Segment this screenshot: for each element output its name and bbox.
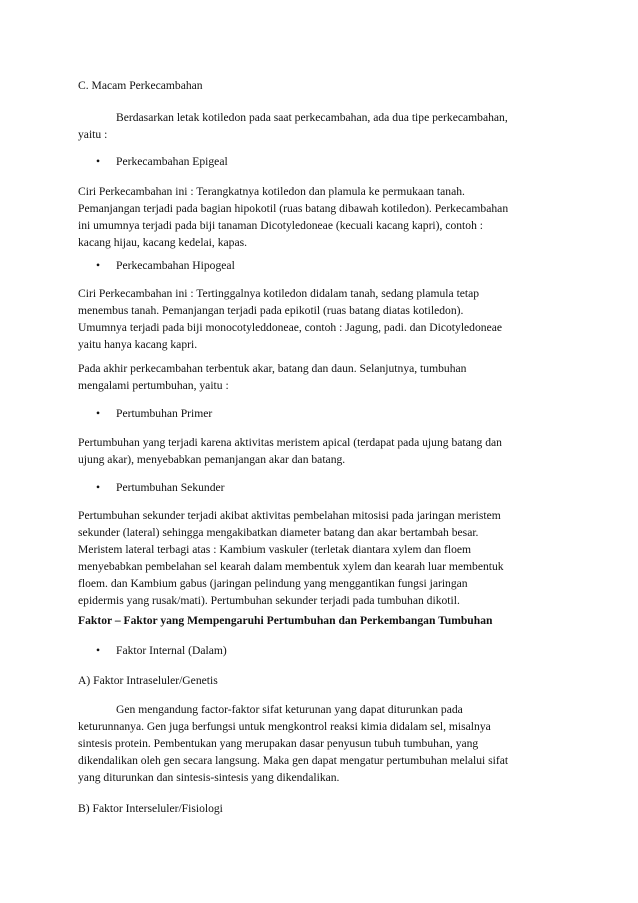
section-heading-c: C. Macam Perkecambahan bbox=[78, 79, 203, 92]
akhir-paragraph: Pada akhir perkecambahan terbentuk akar, batang dan daun. Selanjutnya, tumbuhan mengalami pertumbuhan, yaitu : bbox=[78, 362, 467, 392]
bullet-internal: • Faktor Internal (Dalam) bbox=[96, 644, 227, 657]
bullet-sekunder: • Pertumbuhan Sekunder bbox=[96, 481, 225, 494]
intro-paragraph: Berdasarkan letak kotiledon pada saat perkecambahan, ada dua tipe perkecambahan, yaitu : bbox=[78, 111, 508, 141]
bullet-hipogeal: • Perkecambahan Hipogeal bbox=[96, 259, 235, 272]
bullet-epigeal: • Perkecambahan Epigeal bbox=[96, 155, 228, 168]
bullet-dot-icon: • bbox=[96, 481, 101, 494]
hipogeal-paragraph: Ciri Perkecambahan ini : Tertinggalnya kotiledon didalam tanah, sedang plamula tetap menembus tanah. Pemanjangan terjadi pada epikotil (ruas batang diatas kotiledon). Umumnya terjadi pada biji monocotyleddoneae, contoh : Jagung, padi. dan Dicotyledoneae yaitu hanya kacang kapri. bbox=[78, 287, 503, 351]
genetis-paragraph: Gen mengandung factor-faktor sifat keturunan yang dapat diturunkan pada keturunnanya. Gen juga berfungsi untuk mengkontrol reaksi kimia didalam sel, misalnya sintesis protein. Pembentukan yang merupakan dasar penyusun tubuh tumbuhan, yang dikendalikan oleh gen secara langsung. Maka gen dapat mengatur pertumbuhan melalui sifat yang diturunkan dan sintesis-sintesis yang dikendalikan. bbox=[78, 703, 509, 784]
bullet-dot-icon: • bbox=[96, 644, 101, 657]
bullet-dot-icon: • bbox=[96, 259, 101, 272]
bullet-primer: • Pertumbuhan Primer bbox=[96, 407, 213, 420]
bullet-dot-icon: • bbox=[96, 407, 101, 420]
primer-paragraph: Pertumbuhan yang terjadi karena aktivitas meristem apical (terdapat pada ujung batang dan ujung akar), menyebabkan pemanjangan akar dan batang. bbox=[78, 436, 502, 466]
faktor-heading: Faktor – Faktor yang Mempengaruhi Pertumbuhan dan Perkembangan Tumbuhan bbox=[78, 614, 493, 627]
bullet-dot-icon: • bbox=[96, 155, 101, 168]
subheading-b: B) Faktor Interseluler/Fisiologi bbox=[78, 802, 223, 815]
subheading-a: A) Faktor Intraseluler/Genetis bbox=[78, 674, 218, 687]
epigeal-paragraph: Ciri Perkecambahan ini : Terangkatnya kotiledon dan plamula ke permukaan tanah. Pemanjangan terjadi pada bagian hipokotil (ruas batang dibawah kotiledon). Perkecambahan ini umumnya terjadi pada biji tanaman Dicotyledoneae (kecuali kacang kapri), contoh : kacang hijau, kacang kedelai, kapas. bbox=[78, 185, 509, 249]
sekunder-paragraph: Pertumbuhan sekunder terjadi akibat aktivitas pembelahan mitosisi pada jaringan meristem sekunder (lateral) sehingga mengakibatkan diameter batang dan akar bertambah besar. Meristem lateral terbagi atas : Kambium vaskuler (terletak diantara xylem dan floem menyebabkan pembelahan sel kearah dalam membentuk xylem dan kearah luar membentuk floem. dan Kambium gabus (jaringan pelindung yang menggantikan fungsi jaringan epidermis yang rusak/mati). Pertumbuhan sekunder terjadi pada tumbuhan dikotil. bbox=[78, 509, 504, 607]
